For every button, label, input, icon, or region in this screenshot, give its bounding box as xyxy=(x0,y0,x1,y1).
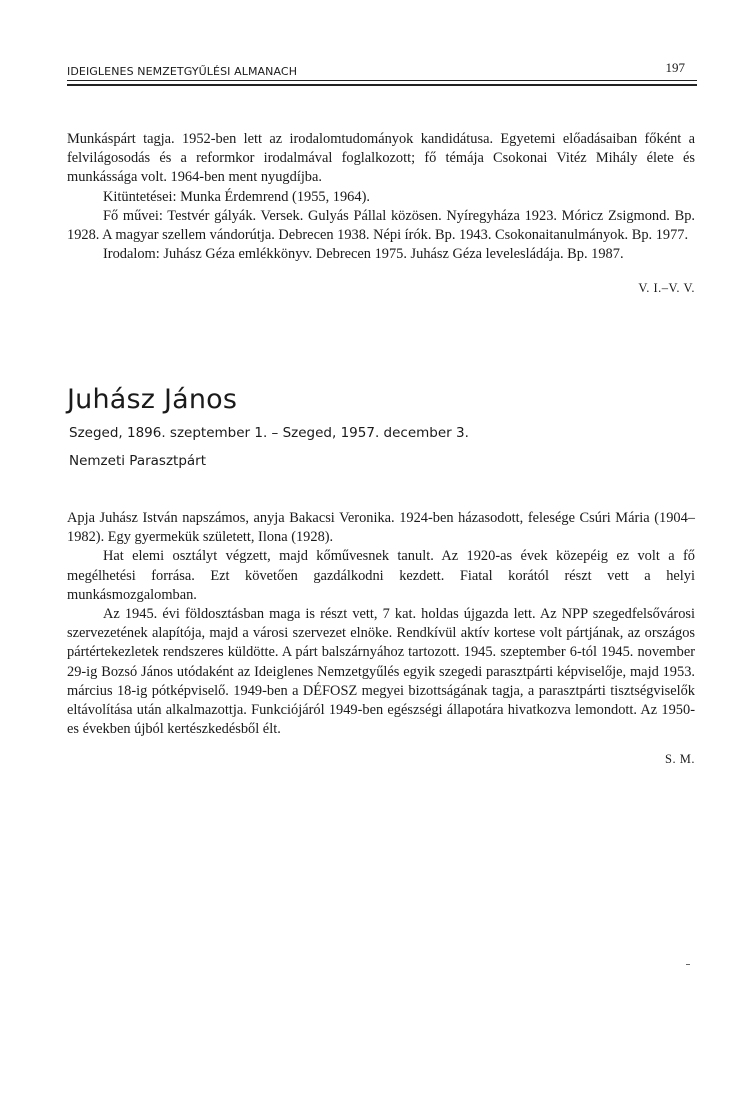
works-paragraph: Fő művei: Testvér gályák. Versek. Gulyás Pállal közösen. Nyíregyháza 1923. Móricz Zsigmond. Bp. 1928. A magyar szellem vándorútja. Debrecen 1938. Népi írók. Bp. 1943. Csokonaitanulmányok. Bp. 1977. xyxy=(67,207,695,244)
biography-paragraph-career: Az 1945. évi földosztásban maga is részt vett, 7 kat. holdas újgazda lett. Az NPP szegedfelsővárosi szervezetének alapítója, majd a városi szervezet elnöke. Rendkívül aktív kortese volt pártjának, az országos pártértekezletek rendszeres küldötte. A párt balszárnyához tartozott. 1945. szeptember 6-tól 1945. november 29-ig Bozsó János utódaként az Ideiglenes Nemzetgyűlés egyik szegedi parasztpárti képviselője, majd 1953. március 18-ig pótképviselő. 1949-ben a DÉFOSZ megyei bizottságának tagja, a parasztpárti tisztségviselők eltávolítása után alkalmazottja. Funkciójáról 1949-ben egészségi állapotára hivatkozva lemondott. Az 1950-es években újból kertészkedésből élt. xyxy=(67,606,695,738)
entry-signature: S. M. xyxy=(665,752,695,766)
previous-entry-text xyxy=(67,130,695,264)
header-rule-thick xyxy=(67,84,697,86)
biography-paragraph-education: Hat elemi osztályt végzett, majd kőművesnek tanult. Az 1920-as évek közepéig ez volt a fő megélhetési forrása. Ezt követően gazdálkodni kezdett. Fiatal korától részt vett a helyi munkásmozgalomban. xyxy=(67,548,695,603)
scan-mark xyxy=(686,964,690,965)
entry-biography-text xyxy=(67,509,695,739)
header-rule-thin xyxy=(67,80,697,81)
previous-entry-signature: V. I.–V. V. xyxy=(638,281,695,295)
literature-paragraph: Irodalom: Juhász Géza emlékkönyv. Debrecen 1975. Juhász Géza levelesládája. Bp. 1987. xyxy=(103,246,624,263)
entry-name-heading: Juhász János xyxy=(67,384,238,415)
running-title: IDEIGLENES NEMZETGYŰLÉSI ALMANACH xyxy=(67,65,298,78)
previous-entry-paragraph: Munkáspárt tagja. 1952-ben lett az irodalomtudományok kandidátusa. Egyetemi előadásaiban főként a felvilágosodás és a reformkor irodalmával foglalkozott; fő témája Csokonai Vitéz Mihály élete és munkássága volt. 1964-ben ment nyugdíjba. xyxy=(67,131,695,186)
awards-paragraph: Kitüntetései: Munka Érdemrend (1955, 1964). xyxy=(103,188,370,205)
entry-party: Nemzeti Parasztpárt xyxy=(69,453,207,469)
entry-birth-death-line: Szeged, 1896. szeptember 1. – Szeged, 1957. december 3. xyxy=(69,425,469,441)
biography-paragraph-family: Apja Juhász István napszámos, anyja Bakacsi Veronika. 1924-ben házasodott, felesége Csúri Mária (1904–1982). Egy gyermekük született, Ilona (1928). xyxy=(67,510,695,546)
page-number: 197 xyxy=(665,60,685,75)
